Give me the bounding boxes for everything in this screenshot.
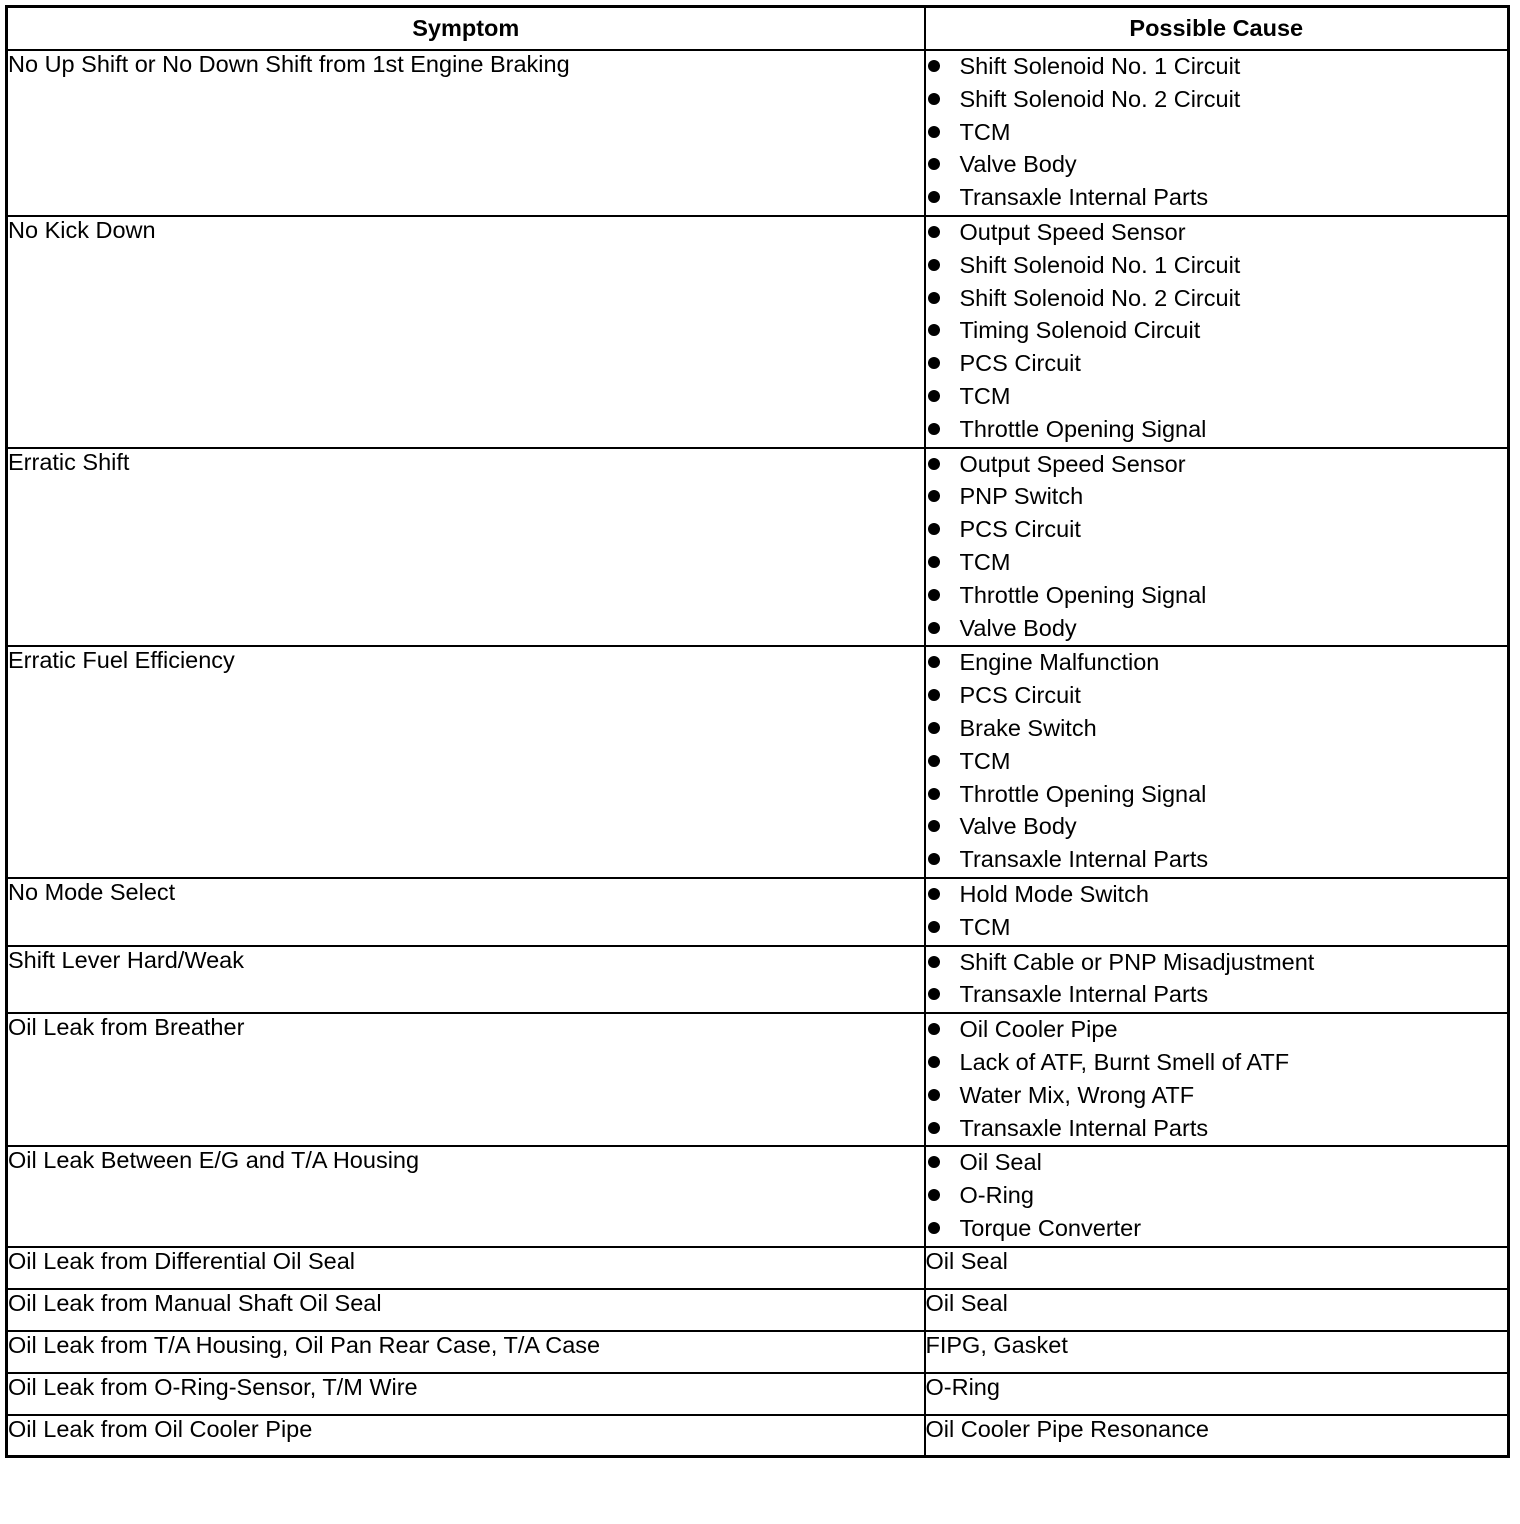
cause-list-item — [926, 979, 1508, 1012]
cause-text: Lack of ATF, Burnt Smell of ATF — [959, 1048, 1290, 1075]
cause-text: Transaxle Internal Parts — [959, 1114, 1209, 1141]
cause-text: Oil Cooler Pipe — [959, 1016, 1118, 1043]
cause-text: Throttle Opening Signal — [959, 581, 1207, 608]
cause-list — [926, 1014, 1508, 1145]
cause-cell — [925, 1146, 1509, 1246]
table-row — [7, 448, 1509, 647]
cause-text: PCS Circuit — [959, 682, 1081, 709]
symptom-cell: No Kick Down — [7, 216, 925, 448]
cause-list-item — [926, 51, 1508, 84]
cause-text: Valve Body — [959, 151, 1077, 178]
bullet-icon — [928, 490, 940, 502]
cause-list-item — [926, 1014, 1508, 1047]
cause-list-item — [926, 912, 1508, 945]
bullet-icon — [928, 921, 940, 933]
symptom-cell: Oil Leak from Oil Cooler Pipe — [7, 1415, 925, 1457]
table-row — [7, 1289, 1509, 1331]
bullet-icon — [928, 956, 940, 968]
cause-cell: O-Ring — [925, 1373, 1509, 1415]
cause-list — [926, 947, 1508, 1013]
cause-list-item — [926, 182, 1508, 215]
bullet-icon — [928, 357, 940, 369]
table-row — [7, 646, 1509, 878]
cause-list-item — [926, 647, 1508, 680]
symptom-cell: Oil Leak Between E/G and T/A Housing — [7, 1146, 925, 1246]
cause-list — [926, 647, 1508, 877]
cause-list-item — [926, 514, 1508, 547]
cause-list-item — [926, 381, 1508, 414]
cause-list — [926, 449, 1508, 646]
cause-cell: Oil Seal — [925, 1247, 1509, 1289]
bullet-icon — [928, 1156, 940, 1168]
cause-list-item — [926, 680, 1508, 713]
cause-text: Engine Malfunction — [959, 649, 1160, 676]
cause-text: Shift Solenoid No. 1 Circuit — [959, 53, 1241, 79]
cause-list-item — [926, 149, 1508, 182]
cause-text: Transaxle Internal Parts — [959, 846, 1209, 873]
cause-cell: Oil Cooler Pipe Resonance — [925, 1415, 1509, 1457]
cause-text: Output Speed Sensor — [959, 218, 1186, 245]
bullet-icon — [928, 126, 940, 138]
cause-text: Throttle Opening Signal — [959, 415, 1207, 442]
cause-text: PCS Circuit — [959, 350, 1081, 377]
bullet-icon — [928, 788, 940, 800]
cause-list-item — [926, 947, 1508, 980]
symptom-cell: No Mode Select — [7, 878, 925, 946]
cause-cell — [925, 1013, 1509, 1146]
cause-list-item — [926, 1213, 1508, 1246]
table-row — [7, 216, 1509, 448]
cause-list-item — [926, 117, 1508, 150]
cause-text: O-Ring — [959, 1182, 1034, 1209]
table-row — [7, 1415, 1509, 1457]
cause-cell: FIPG, Gasket — [925, 1331, 1509, 1373]
bullet-icon — [928, 60, 940, 72]
symptom-cell: Oil Leak from Manual Shaft Oil Seal — [7, 1289, 925, 1331]
cause-list — [926, 1147, 1508, 1245]
cause-list-item — [926, 779, 1508, 812]
bullet-icon — [928, 556, 940, 568]
bullet-icon — [928, 1222, 940, 1234]
cause-list — [926, 879, 1508, 945]
bullet-icon — [928, 1089, 940, 1101]
cause-cell — [925, 946, 1509, 1014]
table-body — [7, 50, 1509, 1457]
symptom-cell: No Up Shift or No Down Shift from 1st Engine Braking — [7, 50, 925, 216]
bullet-icon — [928, 689, 940, 701]
table-row — [7, 878, 1509, 946]
symptom-cell: Erratic Shift — [7, 448, 925, 647]
table-row — [7, 1013, 1509, 1146]
cause-text: Shift Solenoid No. 2 Circuit — [959, 284, 1241, 311]
cause-cell: Oil Seal — [925, 1289, 1509, 1331]
cause-text: Brake Switch — [959, 714, 1097, 741]
symptom-cell: Oil Leak from Differential Oil Seal — [7, 1247, 925, 1289]
cause-text: Throttle Opening Signal — [959, 780, 1207, 807]
symptom-cell: Oil Leak from O-Ring-Sensor, T/M Wire — [7, 1373, 925, 1415]
cause-list-item — [926, 811, 1508, 844]
cause-text: TCM — [959, 747, 1011, 774]
cause-text: TCM — [959, 548, 1011, 575]
bullet-icon — [928, 523, 940, 535]
cause-list-item — [926, 1113, 1508, 1146]
bullet-icon — [928, 656, 940, 668]
cause-list-item — [926, 580, 1508, 613]
cause-list-item — [926, 348, 1508, 381]
bullet-icon — [928, 820, 940, 832]
cause-text: Timing Solenoid Circuit — [959, 317, 1201, 344]
cause-list-item — [926, 217, 1508, 250]
symptom-cause-table — [5, 5, 1510, 1458]
symptom-cell: Oil Leak from T/A Housing, Oil Pan Rear Case, T/A Case — [7, 1331, 925, 1373]
bullet-icon — [928, 390, 940, 402]
symptom-cell: Oil Leak from Breather — [7, 1013, 925, 1146]
bullet-icon — [928, 622, 940, 634]
cause-cell — [925, 878, 1509, 946]
cause-list-item — [926, 547, 1508, 580]
cause-text: Transaxle Internal Parts — [959, 184, 1209, 211]
cause-text: PCS Circuit — [959, 516, 1081, 543]
bullet-icon — [928, 755, 940, 767]
cause-list-item — [926, 1147, 1508, 1180]
bullet-icon — [928, 722, 940, 734]
cause-list-item — [926, 879, 1508, 912]
cause-text: TCM — [959, 382, 1011, 409]
bullet-icon — [928, 458, 940, 470]
table-row — [7, 1331, 1509, 1373]
cause-text: Torque Converter — [959, 1214, 1142, 1241]
bullet-icon — [928, 888, 940, 900]
cause-text: TCM — [959, 913, 1011, 940]
bullet-icon — [928, 292, 940, 304]
symptom-cell: Shift Lever Hard/Weak — [7, 946, 925, 1014]
cause-list-item — [926, 250, 1508, 283]
table-row — [7, 1247, 1509, 1289]
table-row — [7, 1373, 1509, 1415]
symptom-column-header: Symptom — [7, 7, 925, 51]
cause-list-item — [926, 1080, 1508, 1113]
bullet-icon — [928, 423, 940, 435]
cause-text: TCM — [959, 118, 1011, 145]
cause-list-item — [926, 84, 1508, 117]
cause-list-item — [926, 449, 1508, 482]
bullet-icon — [928, 1189, 940, 1201]
table-row — [7, 946, 1509, 1014]
cause-list — [926, 51, 1508, 215]
cause-list-item — [926, 1047, 1508, 1080]
bullet-icon — [928, 988, 940, 1000]
cause-list-item — [926, 746, 1508, 779]
cause-text: Oil Seal — [959, 1149, 1042, 1176]
cause-list-item — [926, 481, 1508, 514]
bullet-icon — [928, 93, 940, 105]
cause-list-item — [926, 315, 1508, 348]
cause-cell — [925, 216, 1509, 448]
cause-text: Shift Cable or PNP Misadjustment — [959, 948, 1315, 975]
bullet-icon — [928, 589, 940, 601]
cause-text: Shift Solenoid No. 1 Circuit — [959, 251, 1241, 278]
cause-list — [926, 217, 1508, 447]
bullet-icon — [928, 158, 940, 170]
cause-text: PNP Switch — [959, 483, 1084, 510]
cause-text: Output Speed Sensor — [959, 450, 1186, 477]
cause-list-item — [926, 283, 1508, 316]
cause-cell — [925, 50, 1509, 216]
cause-list-item — [926, 713, 1508, 746]
bullet-icon — [928, 853, 940, 865]
symptom-cell: Erratic Fuel Efficiency — [7, 646, 925, 878]
cause-cell — [925, 646, 1509, 878]
cause-text: Valve Body — [959, 614, 1077, 641]
cause-list-item — [926, 844, 1508, 877]
cause-list-item — [926, 1180, 1508, 1213]
cause-column-header: Possible Cause — [925, 7, 1509, 51]
cause-list-item — [926, 414, 1508, 447]
cause-text: Water Mix, Wrong ATF — [959, 1081, 1195, 1108]
cause-text: Shift Solenoid No. 2 Circuit — [959, 85, 1241, 112]
cause-text: Transaxle Internal Parts — [959, 981, 1209, 1008]
header-row — [7, 7, 1509, 51]
cause-list-item — [926, 613, 1508, 646]
bullet-icon — [928, 191, 940, 203]
table-row — [7, 1146, 1509, 1246]
cause-cell — [925, 448, 1509, 647]
bullet-icon — [928, 226, 940, 238]
cause-text: Hold Mode Switch — [959, 880, 1149, 907]
table-row — [7, 50, 1509, 216]
bullet-icon — [928, 259, 940, 271]
bullet-icon — [928, 1023, 940, 1035]
bullet-icon — [928, 1122, 940, 1134]
bullet-icon — [928, 324, 940, 336]
cause-text: Valve Body — [959, 813, 1077, 840]
bullet-icon — [928, 1056, 940, 1068]
